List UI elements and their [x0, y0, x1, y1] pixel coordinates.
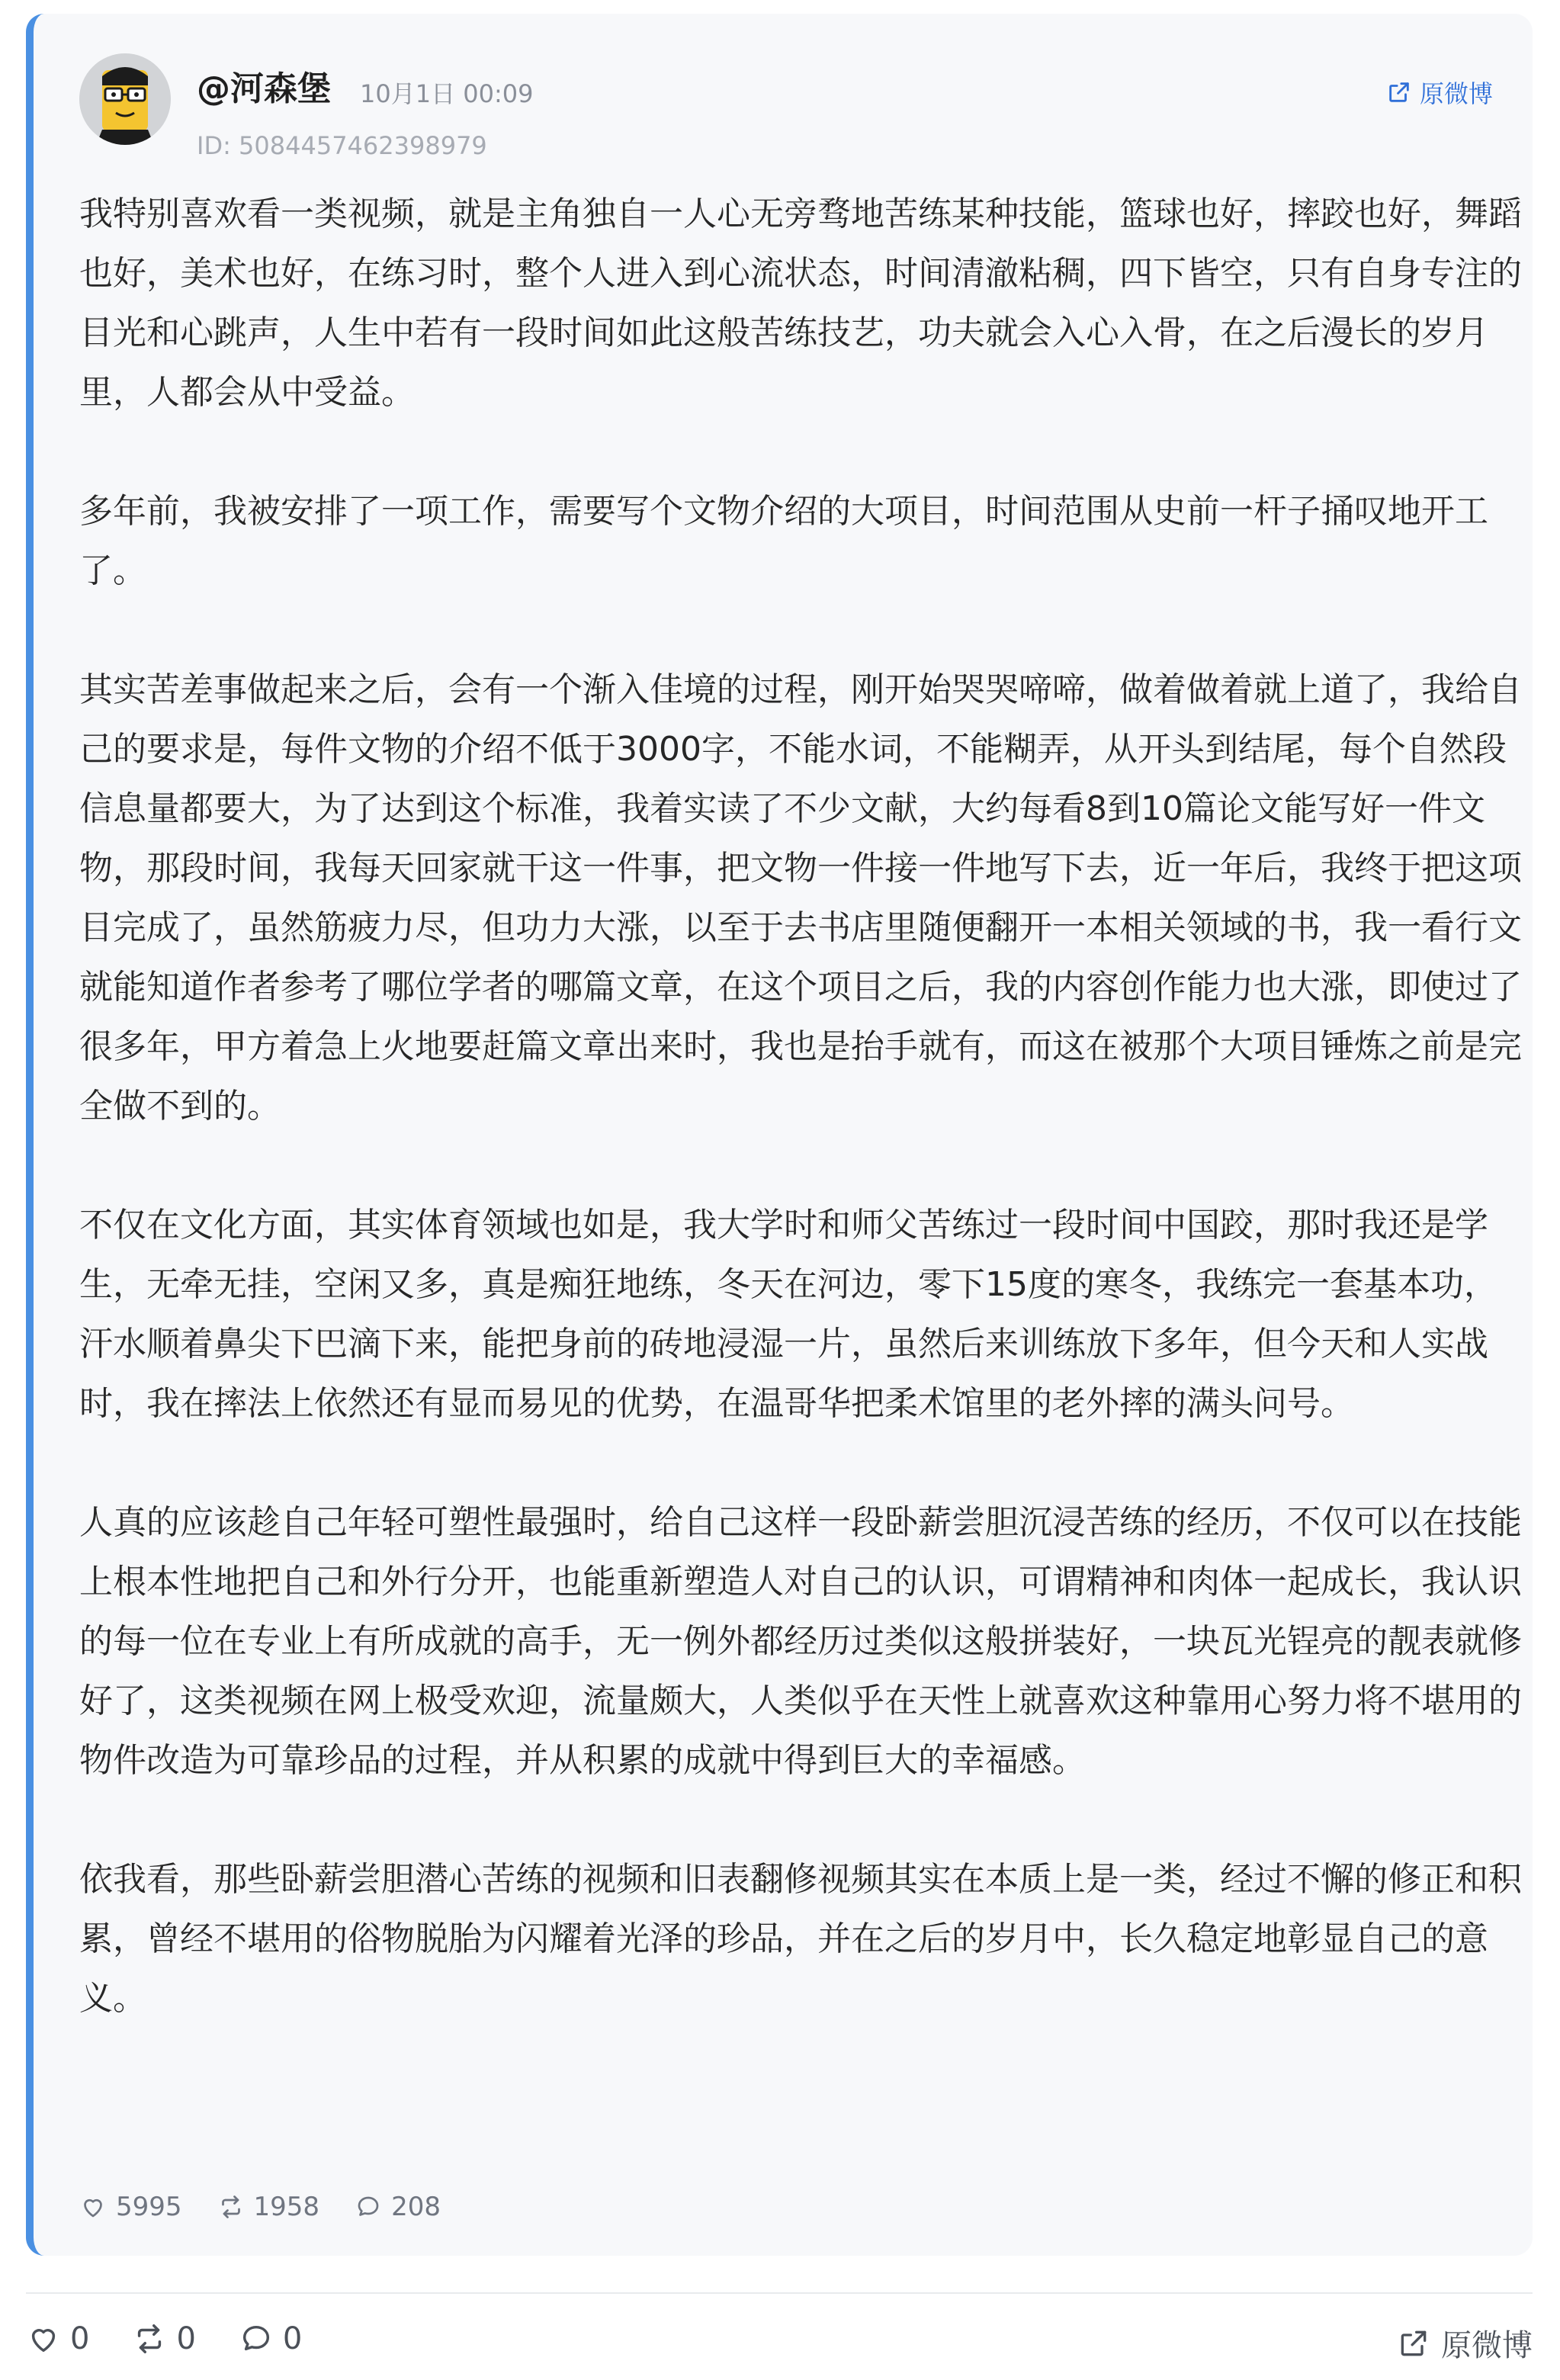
avatar-image: [79, 53, 171, 145]
post-stats: [79, 2192, 441, 2222]
heart-icon: [26, 2321, 61, 2356]
comment-bubble-icon: [239, 2321, 274, 2356]
post-like-count: 5995: [116, 2192, 182, 2222]
post-like-button[interactable]: [79, 2192, 182, 2222]
footer-comment-count: 0: [282, 2321, 303, 2356]
bottom-actions: [26, 2321, 302, 2356]
post-repost-count: 1958: [253, 2192, 320, 2222]
post-paragraph: 不仅在文化方面，其实体育领域也如是，我大学时和师父苦练过一段时间中国跤，那时我还是学生，无牵无挂，空闲又多，真是痴狂地练，冬天在河边，零下15度的寒冬，我练完一套基本功，汗水顺着鼻尖下巴滴下来，能把身前的砖地浸湿一片，虽然后来训练放下多年，但今天和人实战时，我在摔法上依然还有显而易见的优势，在温哥华把柔术馆里的老外摔的满头问号。: [79, 1206, 1497, 1423]
avatar[interactable]: [79, 53, 171, 145]
heart-icon: [79, 2193, 107, 2221]
repost-icon: [132, 2321, 167, 2356]
post-paragraph: 其实苦差事做起来之后，会有一个渐入佳境的过程，刚开始哭哭啼啼，做着做着就上道了，我给自己的要求是，每件文物的介绍不低于3000字，不能水词，不能糊弄，从开头到结尾，每个自然段信息量都要大，为了达到这个标准，我着实读了不少文献，大约每看8到10篇论文能写好一件文物，那段时间，我每天回家就干这一件事，把文物一件接一件地写下去，近一年后，我终于把这项目完成了，虽然筋疲力尽，但功力大涨，以至于去书店里随便翻开一本相关领域的书，我一看行文就能知道作者参考了哪位学者的哪篇文章，在这个项目之后，我的内容创作能力也大涨，即使过了很多年，甲方着急上火地要赶篇文章出来时，我也是抬手就有，而这在被那个大项目锤炼之前是完全做不到的。: [79, 670, 1522, 1126]
bottom-action-bar: [26, 2321, 1533, 2367]
post-paragraph: 我特别喜欢看一类视频，就是主角独自一人心无旁骛地苦练某种技能，篮球也好，摔跤也好，舞蹈也好，美术也好，在练习时，整个人进入到心流状态，时间清澈粘稠，四下皆空，只有自身专注的目光和心跳声，人生中若有一段时间如此这般苦练技艺，功夫就会入心入骨，在之后漫长的岁月里，人都会从中受益。: [79, 194, 1522, 412]
comment-bubble-icon: [355, 2193, 382, 2221]
original-weibo-link[interactable]: [1386, 75, 1493, 110]
footer-like-count: 0: [70, 2321, 90, 2356]
external-link-icon: [1386, 79, 1412, 105]
post-comment-button[interactable]: [355, 2192, 441, 2222]
post-user-id: ID: 5084457462398979: [197, 131, 487, 160]
divider: [26, 2292, 1533, 2294]
post-content: [79, 185, 1528, 2028]
repost-icon: [217, 2193, 245, 2221]
post-username[interactable]: @河森堡: [197, 69, 331, 108]
post-paragraph: 人真的应该趁自己年轻可塑性最强时，给自己这样一段卧薪尝胆沉浸苦练的经历，不仅可以在技能上根本性地把自己和外行分开，也能重新塑造人对自己的认识，可谓精神和肉体一起成长，我认识的每一位在专业上有所成就的高手，无一例外都经历过类似这般拼装好，一块瓦光锃亮的靓表就修好了，这类视频在网上极受欢迎，流量颇大，人类似乎在天性上就喜欢这种靠用心努力将不堪用的物件改造为可靠珍品的过程，并从积累的成就中得到巨大的幸福感。: [79, 1503, 1522, 1780]
footer-repost-button[interactable]: [132, 2321, 195, 2356]
post-time: 10月1日 00:09: [360, 79, 534, 108]
post-repost-button[interactable]: [217, 2192, 320, 2222]
footer-like-button[interactable]: [26, 2321, 89, 2356]
footer-original-weibo-link[interactable]: [1397, 2321, 1533, 2365]
footer-original-weibo-label: 原微博: [1441, 2328, 1533, 2363]
post-paragraph: 依我看，那些卧薪尝胆潜心苦练的视频和旧表翻修视频其实在本质上是一类，经过不懈的修正和积累，曾经不堪用的俗物脱胎为闪耀着光泽的珍品，并在之后的岁月中，长久稳定地彰显自己的意义。: [79, 1860, 1522, 2018]
footer-comment-button[interactable]: [239, 2321, 302, 2356]
post-paragraph: 多年前，我被安排了一项工作，需要写个文物介绍的大项目，时间范围从史前一杆子捅叹地开工了。: [79, 492, 1488, 590]
footer-repost-count: 0: [176, 2321, 196, 2356]
post-comment-count: 208: [391, 2192, 441, 2222]
weibo-post-card: [26, 14, 1533, 2256]
original-weibo-label: 原微博: [1419, 79, 1493, 108]
external-link-icon: [1397, 2327, 1430, 2360]
